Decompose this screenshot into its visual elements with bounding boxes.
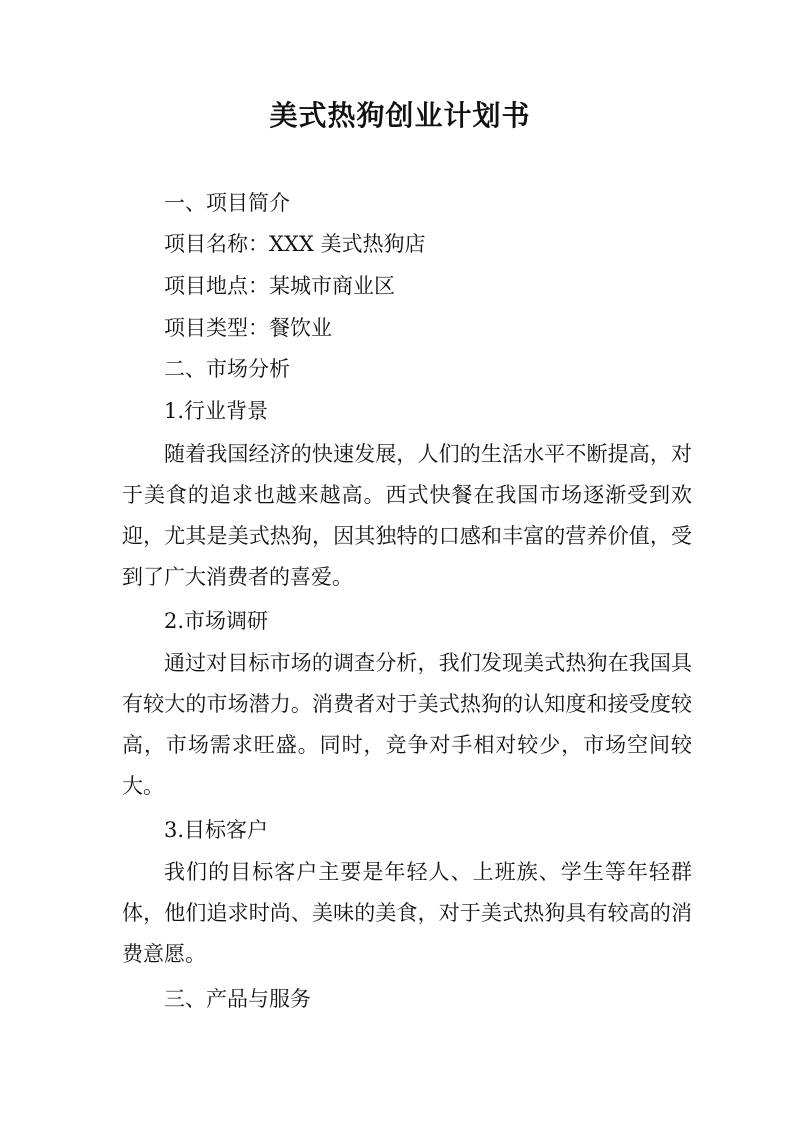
document-title: 美式热狗创业计划书 — [269, 99, 531, 132]
paragraph-market-research: 通过对目标市场的调查分析，我们发现美式热狗在我国具有较大的市场潜力。消费者对于美式热狗的认知度和接受度较高，市场需求旺盛。同时，竞争对手相对较少，市场空间较大。 — [122, 651, 692, 798]
project-type-line: 项目类型：餐饮业 — [164, 316, 332, 340]
subheading-market-research: 2.市场调研 — [164, 609, 269, 633]
project-name-line: 项目名称：XXX 美式热狗店 — [164, 232, 426, 256]
paragraph-industry-background: 随着我国经济的快速发展，人们的生活水平不断提高，对于美食的追求也越来越高。西式快餐在我国市场逐渐受到欢迎，尤其是美式热狗，因其独特的口感和丰富的营养价值，受到了广大消费者的喜爱。 — [122, 442, 692, 589]
section-heading-market: 二、市场分析 — [164, 357, 290, 381]
section-heading-overview: 一、项目简介 — [164, 191, 290, 215]
subheading-target-customers: 3.目标客户 — [164, 818, 269, 842]
subheading-industry-background: 1.行业背景 — [164, 399, 269, 423]
project-location-line: 项目地点：某城市商业区 — [164, 274, 395, 298]
paragraph-target-customers: 我们的目标客户主要是年轻人、上班族、学生等年轻群体，他们追求时尚、美味的美食，对于美式热狗具有较高的消费意愿。 — [122, 860, 692, 966]
section-heading-products: 三、产品与服务 — [164, 987, 311, 1011]
